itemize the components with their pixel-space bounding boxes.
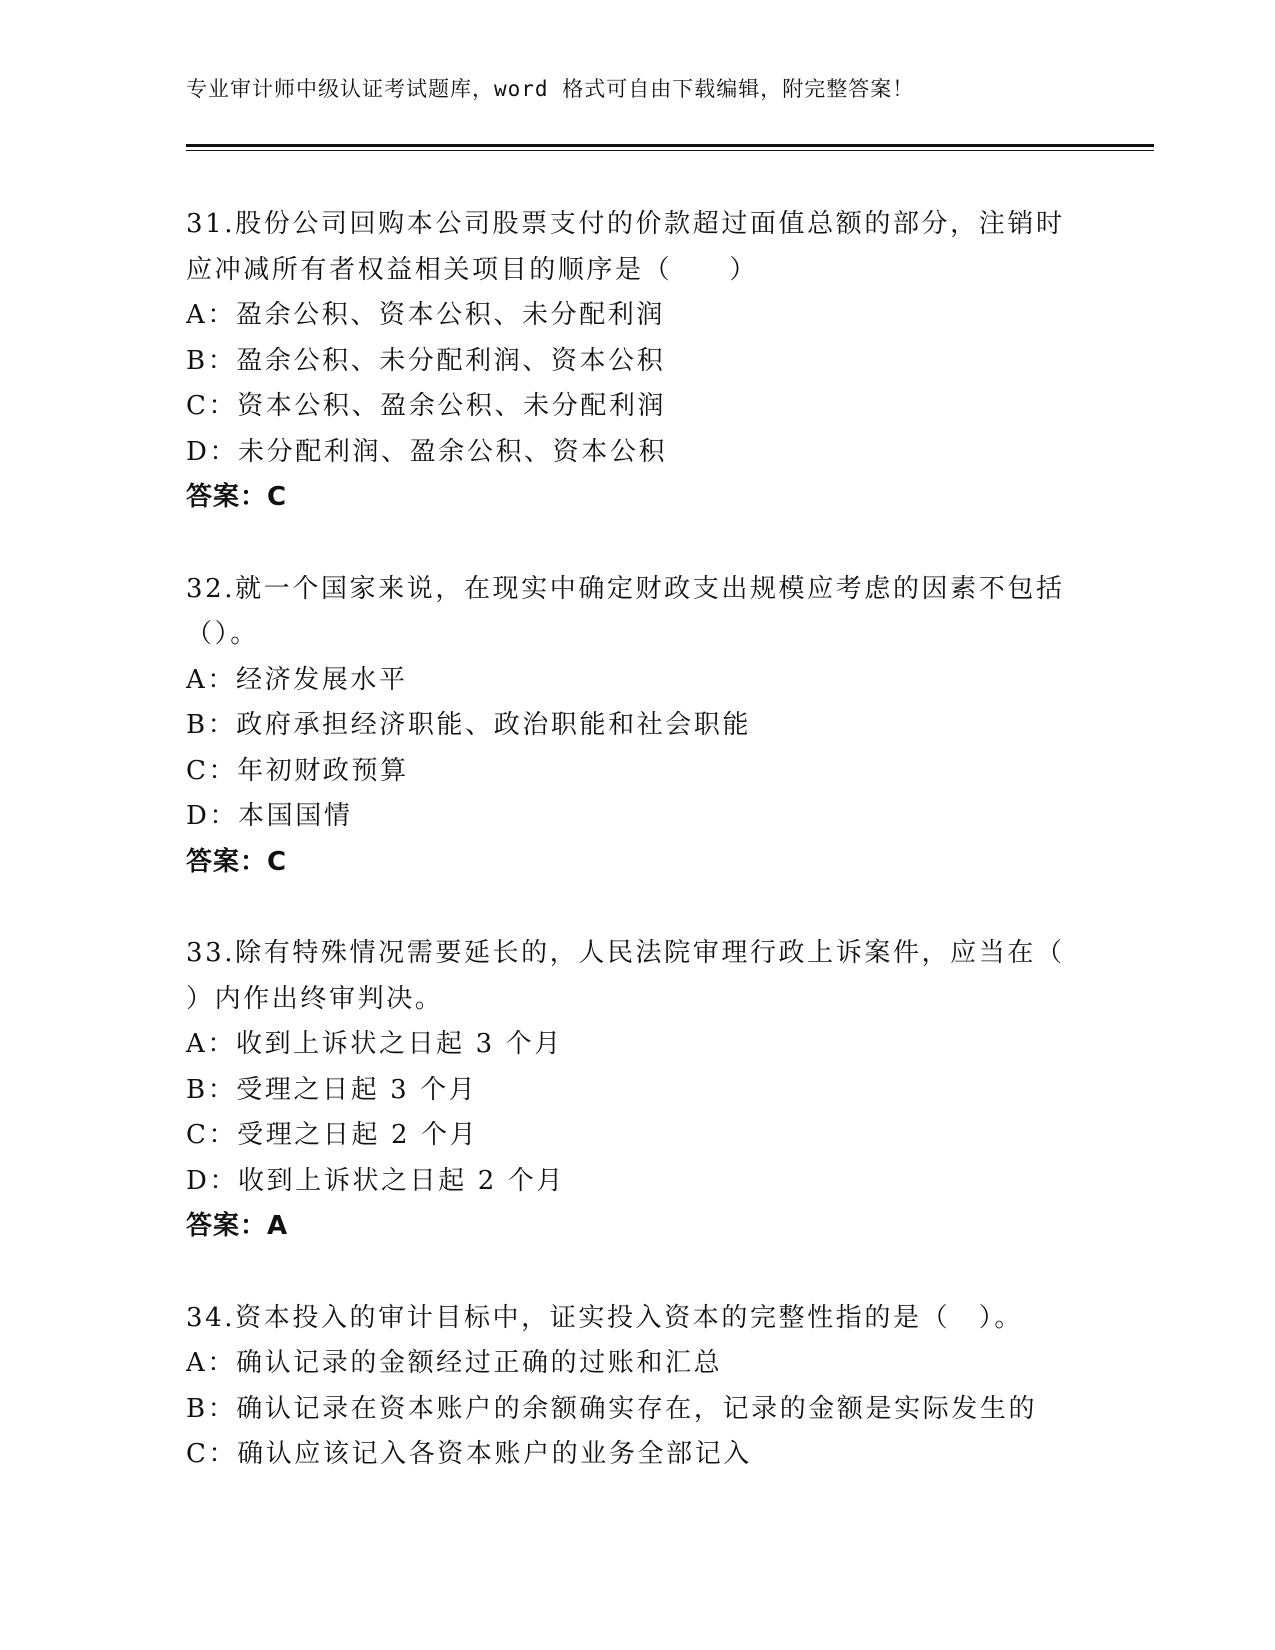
question-stem: （）。	[186, 619, 259, 649]
question-stem: 应冲减所有者权益相关项目的顺序是（ ）	[186, 254, 759, 285]
question-31	[186, 202, 1086, 521]
option-c: C：受理之日起 2 个月	[186, 1120, 479, 1150]
question-32	[186, 567, 1086, 886]
question-stem: ）内作出终审判决。	[186, 983, 444, 1014]
option-a: A：收到上诉状之日起 3 个月	[186, 1029, 563, 1059]
option-b: B：受理之日起 3 个月	[186, 1074, 478, 1105]
option-c: C：资本公积、盈余公积、未分配利润	[186, 391, 667, 421]
option-a: A：经济发展水平	[186, 664, 408, 695]
option-c: C：确认应该记入各资本账户的业务全部记入	[186, 1439, 752, 1469]
option-b: B：盈余公积、未分配利润、资本公积	[186, 345, 666, 376]
option-c: C：年初财政预算	[186, 755, 409, 786]
header-divider	[186, 144, 1154, 151]
question-stem: 34.资本投入的审计目标中，证实投入资本的完整性指的是（ ）。	[186, 1302, 1023, 1333]
question-stem: 32.就一个国家来说，在现实中确定财政支出规模应考虑的因素不包括	[186, 573, 1065, 604]
option-a: A：确认记录的金额经过正确的过账和汇总	[186, 1348, 723, 1378]
option-a: A：盈余公积、资本公积、未分配利润	[186, 300, 665, 330]
question-stem: 33.除有特殊情况需要延长的，人民法院审理行政上诉案件，应当在（	[186, 938, 1065, 968]
answer: 答案：A	[186, 1211, 289, 1241]
question-33	[186, 931, 1086, 1250]
option-d: D：收到上诉状之日起 2 个月	[186, 1165, 565, 1196]
question-34	[186, 1296, 1086, 1478]
option-d: D：本国国情	[186, 801, 353, 831]
question-stem: 31.股份公司回购本公司股票支付的价款超过面值总额的部分，注销时	[186, 209, 1065, 239]
answer: 答案：C	[186, 846, 288, 877]
answer: 答案：C	[186, 482, 288, 512]
option-d: D：未分配利润、盈余公积、资本公积	[186, 436, 668, 467]
option-b: B：确认记录在资本账户的余额确实存在，记录的金额是实际发生的	[186, 1393, 1038, 1424]
page-header: 专业审计师中级认证考试题库，word 格式可自由下载编辑，附完整答案！	[186, 77, 915, 101]
option-b: B：政府承担经济职能、政治职能和社会职能	[186, 710, 752, 740]
question-list	[186, 202, 1086, 1524]
